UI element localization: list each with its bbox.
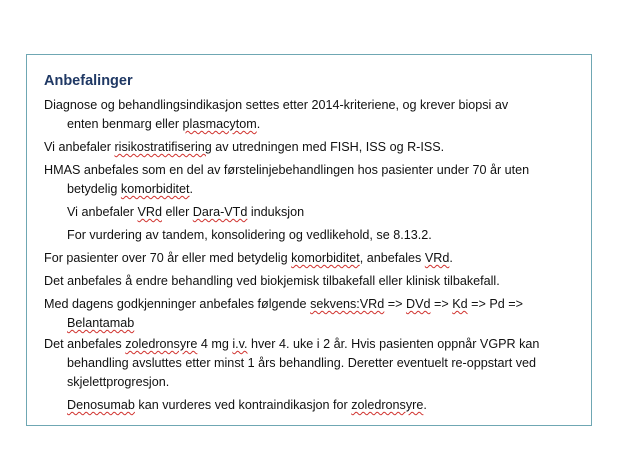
misspelled-word: risikostratifisering: [114, 140, 212, 154]
text: .: [423, 398, 427, 412]
text: Det anbefales å endre behandling ved biokjemisk tilbakefall eller klinisk tilbakefall.: [44, 274, 500, 288]
misspelled-word: Kd: [452, 297, 468, 311]
text: av utredningen med FISH, ISS og R-ISS.: [211, 140, 445, 154]
text: skjelettprogresjon.: [67, 375, 170, 389]
text: For pasienter over 70 år eller med betydelig: [44, 251, 292, 265]
paragraph-denosumab: [67, 396, 427, 415]
misspelled-word: VRd: [137, 205, 162, 219]
text: .: [189, 182, 194, 196]
misspelled-word: zoledronsyre: [351, 398, 424, 412]
misspelled-word: Belantamab: [67, 316, 135, 330]
paragraph-zoledronic-line2: [67, 354, 536, 373]
paragraph-diagnosis-line1: [44, 96, 508, 115]
paragraph-zoledronic-line3: [67, 373, 169, 392]
misspelled-word: komorbiditet: [291, 251, 360, 265]
paragraph-sequence-line1: [44, 295, 523, 314]
text: induksjon: [247, 205, 305, 219]
misspelled-word: i.v.: [232, 337, 248, 351]
paragraph-risk-stratification: [44, 138, 444, 157]
paragraph-hmas-line1: [44, 161, 529, 180]
text: hver 4. uke i 2 år. Hvis pasienten oppnår VGPR kan: [247, 337, 540, 351]
paragraph-over-70: [44, 249, 453, 268]
paragraph-zoledronic-line1: [44, 335, 539, 354]
text: =>: [384, 297, 406, 311]
text: HMAS anbefales som en del av førstelinjebehandlingen hos pasienter under 70 år uten: [44, 163, 530, 177]
text: Vi anbefaler: [44, 140, 115, 154]
text: , anbefales: [359, 251, 425, 265]
text: betydelig: [67, 182, 121, 196]
text: eller: [161, 205, 193, 219]
text: enten benmarg eller: [67, 117, 183, 131]
text: kan vurderes ved kontraindikasjon for: [134, 398, 352, 412]
text: .: [256, 117, 261, 131]
paragraph-sequence-line2: [67, 314, 134, 333]
text: For vurdering av tandem, konsolidering og vedlikehold, se 8.13.2.: [67, 228, 432, 242]
misspelled-word: sekvens:VRd: [310, 297, 385, 311]
paragraph-tandem: [67, 226, 432, 245]
paragraph-hmas-line2: [67, 180, 193, 199]
paragraph-relapse: [44, 272, 500, 291]
text: 4 mg: [197, 337, 233, 351]
text: Det anbefales: [44, 337, 126, 351]
misspelled-word: Denosumab: [67, 398, 135, 412]
misspelled-word: DVd: [405, 297, 431, 311]
misspelled-word: zoledronsyre: [125, 337, 198, 351]
text: =>: [430, 297, 453, 311]
text: => Pd =>: [467, 297, 523, 311]
paragraph-induction: [67, 203, 304, 222]
misspelled-word: Dara-VTd: [192, 205, 248, 219]
misspelled-word: komorbiditet: [120, 182, 190, 196]
section-title: Anbefalinger: [44, 73, 133, 89]
text: .: [449, 251, 453, 265]
paragraph-diagnosis-line2: [67, 115, 260, 134]
misspelled-word: VRd: [424, 251, 450, 265]
text: Vi anbefaler: [67, 205, 138, 219]
text: behandling avsluttes etter minst 1 års behandling. Deretter eventuelt re-oppstart ved: [67, 356, 537, 370]
misspelled-word: plasmacytom: [182, 117, 257, 131]
text: Med dagens godkjenninger anbefales følgende: [44, 297, 311, 311]
text: Diagnose og behandlingsindikasjon settes etter 2014-kriteriene, og krever biopsi av: [44, 98, 509, 112]
